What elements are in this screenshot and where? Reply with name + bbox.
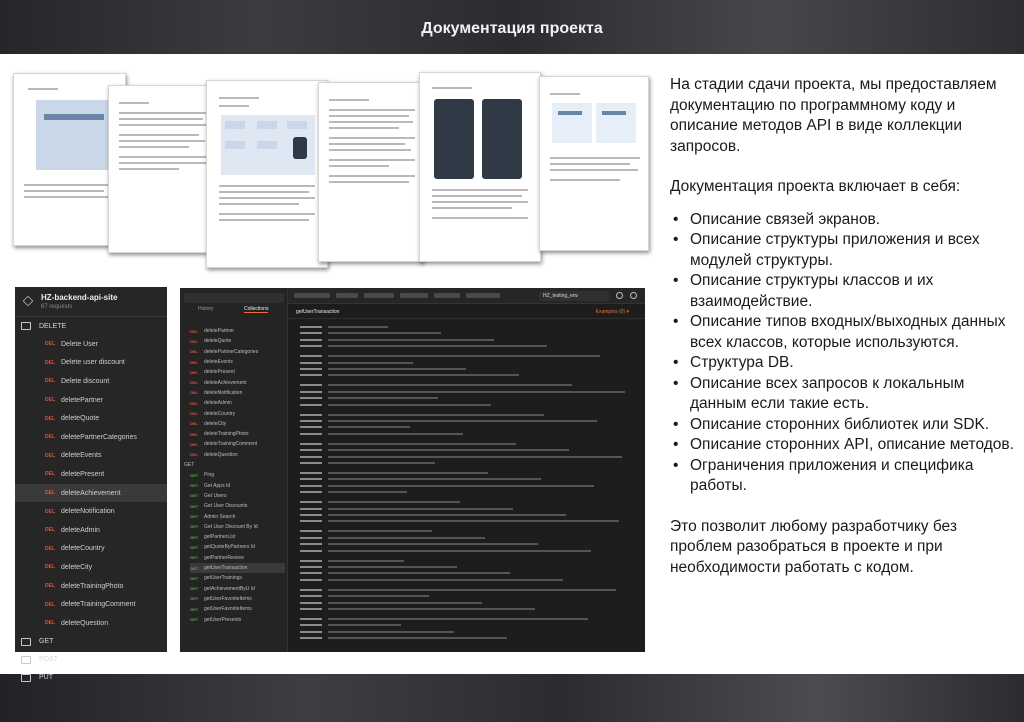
doc-line bbox=[328, 374, 519, 376]
doc-line bbox=[328, 624, 401, 626]
postman-sidebar bbox=[180, 288, 288, 652]
doc-key bbox=[300, 368, 322, 370]
doc-line bbox=[328, 550, 591, 552]
request-item[interactable] bbox=[15, 465, 167, 484]
sidebar-request-item[interactable] bbox=[190, 511, 285, 521]
folder-list bbox=[15, 633, 167, 687]
method-badge: DEL bbox=[45, 564, 55, 571]
method-badge: DEL bbox=[190, 328, 198, 334]
request-item[interactable] bbox=[15, 428, 167, 447]
doc-line bbox=[328, 501, 460, 503]
doc-key bbox=[300, 537, 322, 539]
doc-key bbox=[300, 508, 322, 510]
request-label: deleteTrainingPhoto bbox=[61, 582, 124, 590]
request-label: getUserTransaction bbox=[204, 565, 248, 572]
method-badge: DEL bbox=[45, 359, 55, 366]
doc-key bbox=[300, 560, 322, 562]
method-badge: DEL bbox=[45, 490, 55, 497]
doc-line bbox=[328, 326, 388, 328]
method-badge: DEL bbox=[190, 411, 198, 417]
gear-icon[interactable] bbox=[630, 292, 637, 299]
folder-label: GET bbox=[184, 462, 195, 469]
sidebar-request-item[interactable] bbox=[190, 367, 285, 377]
doc-line bbox=[328, 543, 538, 545]
folder-label: DELETE bbox=[39, 322, 67, 330]
doc-key bbox=[300, 374, 322, 376]
sidebar-request-item[interactable] bbox=[190, 573, 285, 583]
eye-icon[interactable] bbox=[616, 292, 623, 299]
doc-line bbox=[328, 355, 600, 357]
request-label: deleteQuote bbox=[61, 415, 100, 423]
request-item[interactable] bbox=[15, 595, 167, 614]
doc-line bbox=[328, 414, 544, 416]
request-label: deleteQuote bbox=[204, 338, 232, 345]
search-input[interactable] bbox=[184, 293, 284, 303]
sidebar-request-item[interactable] bbox=[190, 439, 285, 449]
collection-header[interactable] bbox=[15, 287, 167, 317]
request-label: getUserFavoriteItems bbox=[204, 595, 252, 602]
sidebar-request-item[interactable] bbox=[190, 542, 285, 552]
request-label: deleteCity bbox=[61, 563, 93, 571]
request-item[interactable] bbox=[15, 335, 167, 354]
method-badge: GET bbox=[190, 575, 199, 581]
request-item[interactable] bbox=[15, 540, 167, 559]
doc-line bbox=[328, 595, 429, 597]
doc-line bbox=[328, 397, 438, 399]
method-badge: DEL bbox=[45, 341, 55, 348]
doc-line bbox=[328, 345, 547, 347]
doc-key bbox=[300, 608, 322, 610]
method-badge: GET bbox=[190, 524, 199, 530]
doc-key bbox=[300, 443, 322, 445]
request-label: deletePresent bbox=[204, 369, 235, 376]
sidebar-request-item[interactable] bbox=[190, 388, 285, 398]
sidebar-request-item[interactable] bbox=[190, 419, 285, 429]
folder-label: PUT bbox=[39, 674, 53, 681]
request-label: deleteTrainingPhoto bbox=[204, 431, 249, 438]
request-label: Get User Discount By Id bbox=[204, 523, 258, 530]
doc-key bbox=[300, 572, 322, 574]
request-label: getUserTrainings bbox=[204, 575, 242, 582]
doc-key bbox=[300, 618, 322, 620]
environment-select[interactable]: HZ_testing_env bbox=[539, 291, 609, 301]
method-badge: GET bbox=[190, 503, 199, 509]
request-label: Delete User bbox=[61, 340, 98, 348]
sidebar-request-item[interactable] bbox=[190, 429, 285, 439]
doc-line bbox=[328, 472, 488, 474]
sidebar-request-item[interactable] bbox=[190, 584, 285, 594]
method-badge: GET bbox=[190, 617, 199, 623]
doc-key bbox=[300, 462, 322, 464]
request-label: Get Apps Id bbox=[204, 482, 231, 489]
doc-key bbox=[300, 530, 322, 532]
method-badge: DEL bbox=[190, 400, 198, 406]
request-item[interactable] bbox=[15, 521, 167, 540]
request-label: deletePartner bbox=[204, 328, 235, 335]
request-item[interactable] bbox=[15, 354, 167, 373]
sidebar-request-item[interactable] bbox=[190, 470, 285, 480]
page-title: Документация проекта bbox=[421, 20, 603, 37]
doc-line bbox=[328, 618, 588, 620]
doc-key bbox=[300, 345, 322, 347]
method-badge: DEL bbox=[190, 441, 198, 447]
request-label: deleteNotification bbox=[204, 389, 243, 396]
request-item[interactable] bbox=[15, 577, 167, 596]
request-tabs-bar bbox=[288, 288, 645, 304]
request-item[interactable] bbox=[15, 372, 167, 391]
doc-line bbox=[328, 579, 563, 581]
folder-icon bbox=[21, 656, 31, 664]
doc-line bbox=[328, 420, 597, 422]
method-badge: DEL bbox=[190, 452, 198, 458]
request-label: Get Users bbox=[204, 492, 227, 499]
request-label: getUserPresents bbox=[204, 616, 242, 623]
method-badge: DEL bbox=[190, 380, 198, 386]
doc-line bbox=[328, 478, 541, 480]
method-badge: DEL bbox=[45, 508, 55, 515]
sidebar-request-item[interactable] bbox=[190, 614, 285, 624]
sidebar-request-item[interactable] bbox=[190, 491, 285, 501]
request-label: deleteEvents bbox=[61, 452, 102, 460]
sidebar-request-item[interactable] bbox=[190, 408, 285, 418]
doc-key bbox=[300, 589, 322, 591]
document-thumbnail bbox=[539, 76, 649, 251]
request-item[interactable] bbox=[15, 614, 167, 633]
request-label: deletePartnerCategories bbox=[61, 433, 137, 441]
method-badge: DEL bbox=[45, 471, 55, 478]
doc-key bbox=[300, 485, 322, 487]
list-item: • Описание сторонних API, описание методов. bbox=[670, 435, 1015, 456]
request-editor bbox=[288, 288, 645, 652]
doc-key bbox=[300, 414, 322, 416]
doc-line bbox=[328, 589, 616, 591]
folder-label: GET bbox=[39, 638, 54, 645]
doc-key bbox=[300, 397, 322, 399]
description-block bbox=[670, 75, 1015, 598]
doc-line bbox=[328, 362, 413, 364]
doc-line bbox=[328, 391, 625, 393]
folder-open-icon bbox=[21, 322, 31, 330]
doc-key bbox=[300, 566, 322, 568]
request-title-bar bbox=[288, 305, 645, 319]
doc-key bbox=[300, 391, 322, 393]
method-badge: DEL bbox=[190, 338, 198, 344]
request-label: deleteAdmin bbox=[204, 400, 232, 407]
doc-key bbox=[300, 326, 322, 328]
folder-item[interactable] bbox=[15, 651, 167, 669]
doc-key bbox=[300, 339, 322, 341]
examples-dropdown[interactable]: Examples (0) ▾ bbox=[595, 309, 629, 315]
folder-icon bbox=[21, 638, 31, 646]
method-badge: DEL bbox=[45, 601, 55, 608]
doc-line bbox=[328, 339, 494, 341]
doc-key bbox=[300, 456, 322, 458]
method-badge: DEL bbox=[45, 545, 55, 552]
request-label: Delete discount bbox=[61, 377, 110, 385]
method-badge: DEL bbox=[45, 378, 55, 385]
request-label: deleteCountry bbox=[61, 545, 105, 553]
request-item[interactable] bbox=[15, 409, 167, 428]
doc-line bbox=[328, 514, 566, 516]
doc-key bbox=[300, 550, 322, 552]
doc-line bbox=[328, 404, 491, 406]
method-badge: DEL bbox=[45, 620, 55, 627]
doc-line bbox=[328, 332, 441, 334]
doc-key bbox=[300, 579, 322, 581]
doc-line bbox=[328, 449, 569, 451]
list-item: • Описание связей экранов. bbox=[670, 210, 1015, 231]
doc-key bbox=[300, 595, 322, 597]
request-label: deleteAchievement bbox=[204, 379, 247, 386]
sidebar-request-item[interactable] bbox=[190, 501, 285, 511]
list-item: • Описание структуры классов и их взаимодействие. bbox=[670, 271, 1015, 312]
doc-line bbox=[328, 537, 485, 539]
doc-key bbox=[300, 404, 322, 406]
doc-key bbox=[300, 624, 322, 626]
request-item[interactable] bbox=[15, 447, 167, 466]
sidebar-request-item[interactable] bbox=[190, 398, 285, 408]
method-badge: GET bbox=[190, 596, 199, 602]
request-list bbox=[15, 335, 167, 633]
doc-line bbox=[328, 368, 466, 370]
method-badge: GET bbox=[190, 586, 199, 592]
list-item: • Структура DB. bbox=[670, 353, 1015, 374]
doc-key bbox=[300, 332, 322, 334]
folder-label: POST bbox=[39, 656, 59, 663]
list-item: • Описание всех запросов к локальным данным если такие есть. bbox=[670, 374, 1015, 415]
request-label: deletePresent bbox=[61, 470, 105, 478]
sidebar-request-item[interactable] bbox=[190, 532, 285, 542]
sidebar-request-item[interactable] bbox=[190, 326, 285, 336]
method-badge: DEL bbox=[190, 359, 198, 365]
doc-key bbox=[300, 449, 322, 451]
doc-line bbox=[328, 608, 535, 610]
request-item[interactable] bbox=[15, 391, 167, 410]
request-label: deleteTrainingComment bbox=[61, 601, 136, 609]
doc-key bbox=[300, 384, 322, 386]
list-heading: Документация проекта включает в себя: bbox=[670, 178, 961, 195]
doc-key bbox=[300, 501, 322, 503]
request-label: deleteCountry bbox=[204, 410, 236, 417]
method-badge: DEL bbox=[45, 434, 55, 441]
doc-line bbox=[328, 520, 619, 522]
doc-key bbox=[300, 420, 322, 422]
method-badge: DEL bbox=[45, 527, 55, 534]
doc-line bbox=[328, 572, 510, 574]
request-label: deleteNotification bbox=[61, 508, 115, 516]
list-item: • Ограничения приложения и специфика работы. bbox=[670, 456, 1015, 497]
sidebar-request-item[interactable] bbox=[190, 522, 285, 532]
request-label: Ping bbox=[204, 472, 215, 479]
sidebar-folder-get[interactable] bbox=[184, 460, 279, 470]
method-badge: DEL bbox=[190, 390, 198, 396]
request-label: Admin Search bbox=[204, 513, 236, 520]
list-item: • Описание сторонних библиотек или SDK. bbox=[670, 415, 1015, 436]
doc-line bbox=[328, 560, 404, 562]
doc-key bbox=[300, 433, 322, 435]
doc-key bbox=[300, 602, 322, 604]
request-label: deletePartner bbox=[61, 396, 104, 404]
sidebar-tabs bbox=[180, 306, 288, 318]
postman-window bbox=[180, 288, 645, 652]
request-label: deleteQuestion bbox=[204, 451, 238, 458]
method-badge: DEL bbox=[190, 349, 198, 355]
sidebar-request-item[interactable] bbox=[190, 604, 285, 614]
doc-line bbox=[328, 443, 516, 445]
doc-line bbox=[328, 433, 463, 435]
method-badge: DEL bbox=[45, 415, 55, 422]
doc-line bbox=[328, 485, 594, 487]
sidebar-request-item[interactable] bbox=[190, 357, 285, 367]
tab-collections[interactable]: Collections bbox=[244, 306, 269, 312]
request-item[interactable] bbox=[15, 502, 167, 521]
doc-line bbox=[328, 530, 432, 532]
request-label: deleteAchievement bbox=[61, 489, 121, 497]
doc-line bbox=[328, 602, 482, 604]
method-badge: DEL bbox=[190, 421, 198, 427]
collection-name: HZ-backend-api-site bbox=[41, 293, 118, 302]
sidebar-request-item[interactable] bbox=[190, 450, 285, 460]
sidebar-request-item[interactable] bbox=[190, 481, 285, 491]
request-label: deletePartnerCategories bbox=[204, 348, 259, 355]
document-thumbnail bbox=[206, 80, 328, 268]
outro-paragraph: Это позволит любому разработчику без проблем разобраться в проекте и при необходимости работать с кодом. bbox=[670, 517, 957, 576]
request-title: getUserTransaction bbox=[296, 309, 340, 315]
doc-key bbox=[300, 472, 322, 474]
request-label: getPartnerReview bbox=[204, 554, 244, 561]
request-label: getQuoteByPartners Id bbox=[204, 544, 255, 551]
request-label: deleteQuestion bbox=[61, 619, 109, 627]
list-item: • Описание структуры приложения и всех модулей структуры. bbox=[670, 230, 1015, 271]
method-badge: GET bbox=[190, 472, 199, 478]
request-label: Get User Discounts bbox=[204, 503, 248, 510]
method-badge: GET bbox=[190, 606, 199, 612]
method-badge: DEL bbox=[45, 397, 55, 404]
doc-line bbox=[328, 631, 454, 633]
doc-line bbox=[328, 456, 622, 458]
features-list bbox=[670, 210, 1015, 497]
folder-item[interactable] bbox=[15, 633, 167, 651]
method-badge: DEL bbox=[190, 431, 198, 437]
sidebar-request-item[interactable] bbox=[190, 336, 285, 346]
sidebar-request-item[interactable] bbox=[190, 563, 285, 573]
doc-key bbox=[300, 426, 322, 428]
sidebar-request-item[interactable] bbox=[190, 347, 285, 357]
request-label: deleteEvents bbox=[204, 359, 233, 366]
doc-key bbox=[300, 514, 322, 516]
sidebar-request-item[interactable] bbox=[190, 594, 285, 604]
document-thumbnail bbox=[318, 82, 424, 262]
doc-line bbox=[328, 637, 507, 639]
document-thumbnail bbox=[108, 85, 221, 253]
request-label: deleteAdmin bbox=[61, 526, 100, 534]
doc-key bbox=[300, 637, 322, 639]
request-label: deleteTrainingComment bbox=[204, 441, 258, 448]
doc-key bbox=[300, 520, 322, 522]
doc-key bbox=[300, 491, 322, 493]
sidebar-request-item[interactable] bbox=[190, 378, 285, 388]
method-badge: GET bbox=[190, 514, 199, 520]
request-label: getUserFavoriteItems bbox=[204, 606, 252, 613]
method-badge: GET bbox=[190, 483, 199, 489]
collection-subtitle: 67 requests bbox=[41, 304, 73, 310]
doc-line bbox=[328, 384, 572, 386]
method-badge: DEL bbox=[45, 452, 55, 459]
method-badge: GET bbox=[190, 555, 199, 561]
collection-panel bbox=[15, 287, 167, 681]
intro-paragraph: На стадии сдачи проекта, мы предоставляем документацию по программному коду и описание методов API в виде коллекции запросов. bbox=[670, 76, 997, 155]
doc-line bbox=[328, 491, 407, 493]
doc-key bbox=[300, 362, 322, 364]
request-label: deleteCity bbox=[204, 420, 227, 427]
tab-history[interactable]: History bbox=[198, 306, 214, 312]
list-item: • Описание типов входных/выходных данных всех классов, которые используются. bbox=[670, 312, 1015, 353]
sidebar-request-item[interactable] bbox=[190, 553, 285, 563]
method-badge: GET bbox=[190, 493, 199, 499]
doc-key bbox=[300, 478, 322, 480]
method-badge: DEL bbox=[190, 369, 198, 375]
doc-key bbox=[300, 631, 322, 633]
method-badge: GET bbox=[190, 565, 199, 571]
doc-line bbox=[328, 426, 410, 428]
folder-item[interactable] bbox=[15, 669, 167, 687]
method-badge: GET bbox=[190, 534, 199, 540]
request-label: getPartnerList bbox=[204, 534, 236, 541]
folder-icon bbox=[21, 674, 31, 682]
request-label: getAchievementByU Id bbox=[204, 585, 255, 592]
doc-key bbox=[300, 543, 322, 545]
doc-key bbox=[300, 355, 322, 357]
request-label: Delete user discount bbox=[61, 359, 125, 367]
request-item[interactable] bbox=[15, 484, 167, 503]
doc-line bbox=[328, 566, 457, 568]
request-item[interactable] bbox=[15, 558, 167, 577]
method-badge: DEL bbox=[45, 583, 55, 590]
doc-line bbox=[328, 462, 435, 464]
collection-icon bbox=[23, 296, 34, 307]
doc-line bbox=[328, 508, 513, 510]
document-thumbnail bbox=[419, 72, 541, 262]
folder-delete[interactable] bbox=[15, 317, 167, 335]
method-badge: GET bbox=[190, 544, 199, 550]
